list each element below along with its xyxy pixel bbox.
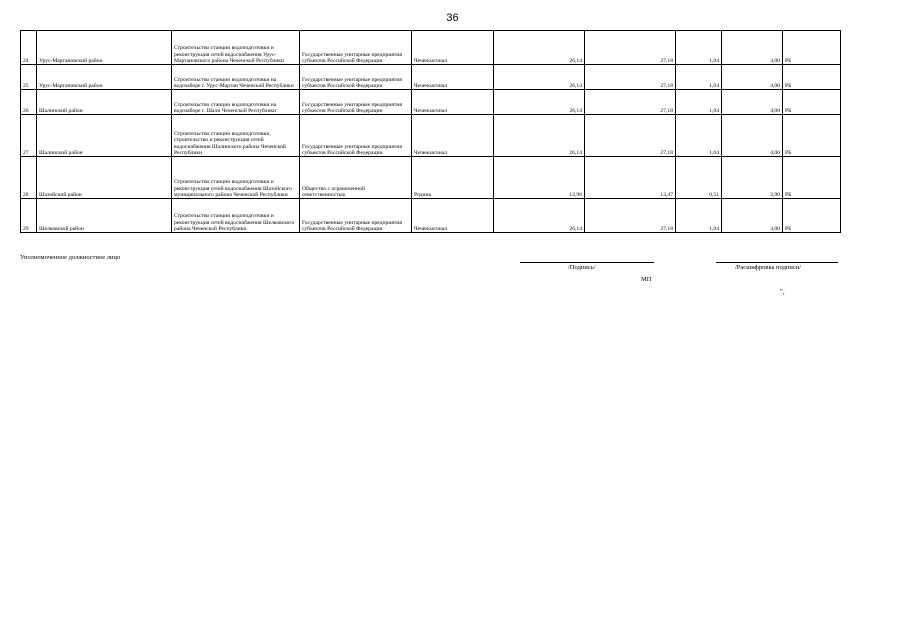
cell-value-2: 27,18 (585, 199, 676, 233)
cell-value-3: 1,04 (676, 65, 722, 90)
cell-owner: Государственные унитарные предприятия субъектов Российской Федерации (300, 65, 412, 90)
cell-district: Урус-Мартановский район (37, 31, 172, 65)
cell-budget-code: РБ (783, 199, 841, 233)
cell-value-4: 4,00 (722, 115, 783, 157)
cell-row-number: 29 (21, 199, 37, 233)
table-row (21, 65, 841, 90)
cell-project: Строительство станции водоподготовки и реконструкция сетей водоснабжения Урус-Мартановского района Чеченской Республики (172, 31, 300, 65)
table-row (21, 199, 841, 233)
cell-value-1: 26,14 (494, 115, 585, 157)
page-number: 36 (446, 12, 459, 24)
cell-value-1: 12,96 (494, 157, 585, 199)
cell-row-number: 24 (21, 31, 37, 65)
cell-value-1: 26,14 (494, 65, 585, 90)
cell-currency: Чеченоасчнал (412, 65, 494, 90)
cell-currency: Родник (412, 157, 494, 199)
cell-district: Урус-Мартановский район (37, 65, 172, 90)
cell-budget-code: РБ (783, 65, 841, 90)
cell-currency: Чеченоасчнал (412, 90, 494, 115)
table-row (21, 157, 841, 199)
cell-budget-code: РБ (783, 157, 841, 199)
table-row (21, 90, 841, 115)
cell-project: Строительство станции водоподготовки на водозаборе г. Урус-Мартан Чеченской Республики (172, 65, 300, 90)
cell-district: Шалинский район (37, 90, 172, 115)
cell-value-2: 27,18 (585, 65, 676, 90)
cell-value-4: 4,00 (722, 31, 783, 65)
data-table (20, 30, 841, 233)
cell-row-number: 27 (21, 115, 37, 157)
cell-owner: Государственные унитарные предприятия субъектов Российской Федерации (300, 115, 412, 157)
cell-value-2: 27,18 (585, 115, 676, 157)
cell-row-number: 28 (21, 157, 37, 199)
cell-value-3: 1,04 (676, 115, 722, 157)
signature-label: /Подпись/ (568, 264, 596, 271)
cell-currency: Чеченоасчнал (412, 199, 494, 233)
decode-line (716, 262, 838, 263)
cell-district: Шатойский район (37, 157, 172, 199)
closing-quote: ", (780, 288, 785, 296)
cell-value-2: 27,18 (585, 31, 676, 65)
cell-budget-code: РБ (783, 31, 841, 65)
cell-owner: Общество с ограниченной ответственностью (300, 157, 412, 199)
cell-value-2: 13,47 (585, 157, 676, 199)
cell-currency: Чеченоасчнал (412, 115, 494, 157)
cell-value-2: 27,18 (585, 90, 676, 115)
cell-row-number: 25 (21, 65, 37, 90)
table-row (21, 115, 841, 157)
cell-district: Шалинский район (37, 115, 172, 157)
table-row (21, 31, 841, 65)
cell-owner: Государственные унитарные предприятия субъектов Российской Федерации (300, 31, 412, 65)
cell-value-1: 26,14 (494, 31, 585, 65)
cell-value-4: 4,00 (722, 65, 783, 90)
cell-project: Строительство станции водоподготовки и реконструкция сетей водоснабжения Шелковского района Чеченской Республики (172, 199, 300, 233)
cell-value-4: 4,00 (722, 199, 783, 233)
official-label: Уполномоченное должностное лицо (20, 254, 121, 261)
cell-value-1: 26,14 (494, 199, 585, 233)
cell-project: Строительство станции водоподготовки, строительство и реконструкция сетей водоснабжения Шалинского района Чеченской Республики (172, 115, 300, 157)
decode-label: /Расшифровка подписи/ (735, 264, 801, 271)
cell-value-3: 1,04 (676, 90, 722, 115)
cell-budget-code: РБ (783, 115, 841, 157)
cell-value-3: 0,51 (676, 157, 722, 199)
cell-project: Строительство станции водоподготовки и реконструкция сетей водоснабжения Шатойского муниципального района Чеченской Республики (172, 157, 300, 199)
cell-owner: Государственные унитарные предприятия субъектов Российской Федерации (300, 199, 412, 233)
cell-currency: Чеченоасчнал (412, 31, 494, 65)
cell-row-number: 26 (21, 90, 37, 115)
signature-line (520, 262, 654, 263)
cell-value-1: 26,14 (494, 90, 585, 115)
cell-district: Шелковской район (37, 199, 172, 233)
cell-value-4: 4,00 (722, 90, 783, 115)
cell-value-3: 1,04 (676, 199, 722, 233)
cell-project: Строительство станции водоподготовки на водозаборе г. Шали Чеченской Республики (172, 90, 300, 115)
stamp-label: МП (641, 276, 652, 283)
cell-budget-code: РБ (783, 90, 841, 115)
cell-value-3: 1,04 (676, 31, 722, 65)
cell-owner: Государственные унитарные предприятия субъектов Российской Федерации (300, 90, 412, 115)
cell-value-4: 3,90 (722, 157, 783, 199)
